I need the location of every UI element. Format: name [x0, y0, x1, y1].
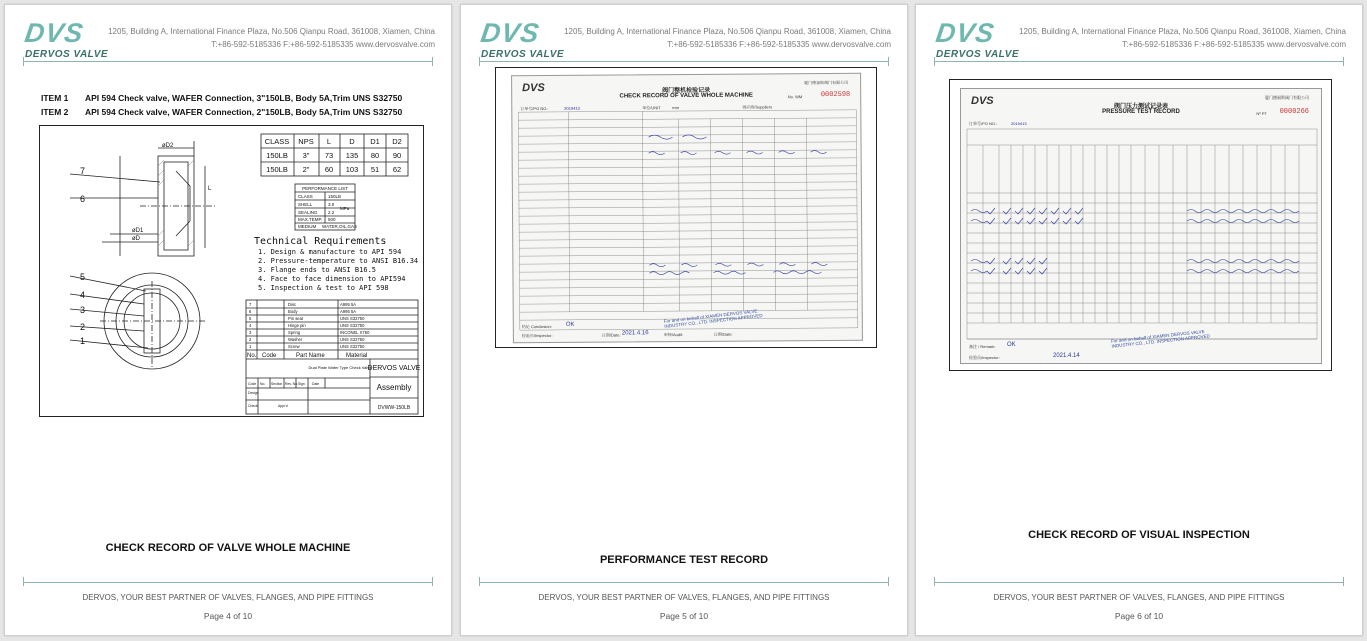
callout-number: 5: [80, 272, 86, 282]
dervos-logo: DVS DERVOS VALVE: [933, 18, 1020, 60]
dims-cell: 51: [370, 165, 380, 174]
record-title-cn: 阀门压力测试记录表: [1113, 104, 1168, 110]
part-material: A995 5A: [340, 309, 357, 314]
po-label: 订单号/PO NO.:: [969, 121, 998, 126]
valve-assembly-drawing: [39, 125, 424, 417]
part-name: Pin seat: [288, 316, 304, 321]
header-address: 1205, Building A, International Finance Plaza, No.506 Qianpu Road, 361008, Xiamen, China: [108, 27, 435, 36]
header-address: 1205, Building A, International Finance Plaza, No.506 Qianpu Road, 361008, Xiamen, China: [1019, 27, 1346, 36]
dims-header: CLASS: [264, 137, 290, 146]
part-material: A995 5A: [340, 302, 357, 307]
title-block-sheet: Assembly: [376, 383, 412, 392]
title-block-code: DVWW-150LB: [377, 405, 411, 411]
title-block-row: Check: [248, 404, 258, 408]
record-title-cn: 阀门整机检验记录: [662, 87, 711, 95]
header-divider: [23, 61, 433, 63]
part-material: INCONEL X750: [340, 330, 370, 335]
dervos-logo: DVS DERVOS VALVE: [22, 18, 109, 60]
dims-cell: 2": [302, 165, 310, 174]
part-no: 7: [249, 302, 252, 307]
date-label: 日期/Date:: [713, 331, 733, 337]
title-block-name: Dual Plate Wafer Type Check Valve: [308, 365, 372, 370]
part-no: 1: [249, 344, 252, 349]
record-grid: [512, 74, 864, 344]
title-block-col: Rev. No.: [285, 382, 298, 386]
requirement-line: 3. Flange ends to ANSI B16.5: [258, 266, 377, 274]
pressure-test-photo: [949, 79, 1332, 371]
footer-divider: [934, 582, 1344, 583]
requirement-line: 1. Design & manufacture to API 594: [258, 248, 402, 256]
dims-header: D2: [392, 137, 402, 146]
callout-number: 1: [80, 336, 86, 346]
dims-cell: 150LB: [266, 151, 288, 160]
page-caption: PERFORMANCE TEST RECORD: [599, 554, 769, 566]
record-title-en: PRESSURE TEST RECORD: [1102, 109, 1180, 115]
dims-header: NPS: [298, 137, 314, 146]
header-divider: [934, 61, 1344, 63]
date-value: 2021.4.14: [1053, 353, 1080, 359]
header-contact: T:+86-592-5185336 F:+86-592-5185335 www.dervosvalve.com: [1122, 40, 1346, 49]
dimension-label: øD2: [162, 143, 174, 149]
part-name: Spring: [288, 330, 301, 335]
record-company: 厦门德福斯阀门有限公司: [1265, 95, 1309, 100]
record-logo: DVS: [971, 95, 994, 107]
part-no: 3: [249, 330, 252, 335]
footer-divider: [479, 582, 889, 583]
record-title-en: CHECK RECORD OF VALVE WHOLE MACHINE: [619, 92, 753, 100]
part-name: Body: [288, 309, 298, 314]
perf-value: WATER,OIL,GAS: [322, 224, 358, 229]
footer-slogan: DERVOS, YOUR BEST PARTNER OF VALVES, FLANGES, AND PIPE FITTINGS: [538, 593, 830, 602]
perf-value: 500: [328, 217, 336, 222]
date-label: 日期/Date:: [601, 332, 621, 338]
part-name: Washer: [288, 337, 303, 342]
dimension-label: øD: [132, 236, 140, 242]
title-block-col: Sign: [298, 382, 305, 386]
page-number: Page 6 of 10: [1114, 611, 1164, 621]
header-contact: T:+86-592-5185336 F:+86-592-5185335 www.dervosvalve.com: [667, 40, 891, 49]
footer-slogan: DERVOS, YOUR BEST PARTNER OF VALVES, FLANGES, AND PIPE FITTINGS: [993, 593, 1285, 602]
record-no: 0000266: [1279, 108, 1309, 116]
perf-label: SHELL: [298, 202, 313, 207]
part-material: UNS S32750: [340, 323, 365, 328]
conclusion-value: OK: [565, 321, 575, 328]
document-page-6: [915, 4, 1363, 636]
page-caption: CHECK RECORD OF VALVE WHOLE MACHINE: [105, 542, 351, 554]
page-caption: CHECK RECORD OF VISUAL INSPECTION: [1028, 529, 1250, 541]
assembly-drawing-svg: [40, 126, 424, 417]
requirement-line: 4. Face to face dimension to API594: [258, 275, 406, 283]
record-logo: DVS: [522, 81, 545, 95]
perf-label: MEDIUM: [298, 224, 317, 229]
po-label: 订单号/PO NO.:: [520, 105, 549, 112]
item-line: ITEM 2 API 594 Check valve, WAFER Connection, 2"150LB, Body 5A,Trim UNS S32750: [41, 107, 403, 117]
dims-cell: 90: [392, 151, 402, 160]
perf-value: 3.0: [328, 202, 335, 207]
po-value: 2019413: [1011, 121, 1027, 126]
part-material: UNS S32750: [340, 344, 365, 349]
part-no: 4: [249, 323, 252, 328]
item-line: ITEM 1 API 594 Check valve, WAFER Connection, 3"150LB, Body 5A,Trim UNS S32750: [41, 93, 403, 103]
part-name: Screw: [288, 344, 300, 349]
header-address: 1205, Building A, International Finance Plaza, No.506 Qianpu Road, 361008, Xiamen, China: [564, 27, 891, 36]
part-material: UNS S32750: [340, 316, 365, 321]
inspection-stamp: For and on behalf of XIAMEN DERVOS VALVE INDUSTRY CO., LTD. INSPECTION APPROVED: [1110, 328, 1211, 349]
callout-number: 3: [80, 305, 86, 315]
part-no: 2: [249, 337, 252, 342]
conclusion-label: 结论 Conclusion:: [521, 323, 552, 330]
audit-label: 审核/Audit:: [663, 332, 684, 338]
unit-value: mm: [672, 105, 679, 111]
requirement-line: 2. Pressure-temperature to ANSI B16.34: [258, 257, 419, 265]
remark-value: OK: [1007, 342, 1016, 348]
perf-title: PERFORMANCE LIST: [302, 186, 348, 191]
dims-header: D1: [370, 137, 380, 146]
part-no: 6: [249, 309, 252, 314]
record-no-label: Nº PT: [1256, 111, 1267, 116]
date-value: 2021.4.16: [621, 330, 649, 337]
callout-number: 7: [80, 166, 86, 176]
perf-label: CLASS: [298, 194, 313, 199]
inspector-label: 检验员/Inspector:: [969, 355, 1000, 360]
title-block-row: Appr'd: [278, 404, 288, 408]
requirements-title: Technical Requirements: [254, 236, 387, 247]
title-block-col: Date: [312, 382, 320, 386]
document-page-5: [460, 4, 908, 636]
part-name: Hinge pin: [288, 323, 306, 328]
dims-cell: 62: [392, 165, 402, 174]
title-block-col: Section: [271, 382, 283, 386]
callout-number: 6: [80, 194, 86, 204]
supplier-label: 供应商/Suppliers: [742, 104, 773, 110]
dervos-logo: DVS DERVOS VALVE: [478, 18, 565, 60]
dims-cell: 3": [302, 151, 310, 160]
inspector-label: 检验员/Inspector:: [521, 332, 553, 339]
dimension-label: øD1: [132, 228, 144, 234]
record-grid: [961, 89, 1323, 365]
part-name: Disc: [288, 302, 297, 307]
part-material: UNS S32750: [340, 337, 365, 342]
item-list: [41, 91, 402, 119]
perf-value: 150LB: [328, 194, 342, 199]
check-record-photo: [495, 67, 877, 348]
document-page-4: [4, 4, 452, 636]
title-block-col: No.: [260, 382, 266, 386]
dims-header: L: [326, 137, 332, 146]
dims-cell: 103: [345, 165, 359, 174]
perf-label: MAX.TEMP.: [298, 217, 323, 222]
dims-header: D: [349, 137, 355, 146]
perf-unit: MPa: [340, 206, 350, 211]
perf-value: 2.2: [328, 210, 335, 215]
parts-header: Code: [262, 353, 277, 359]
dimension-label: L: [208, 186, 212, 192]
parts-header: No.: [247, 353, 257, 359]
requirement-line: 5. Inspection & test to API 598: [258, 284, 389, 292]
footer-slogan: DERVOS, YOUR BEST PARTNER OF VALVES, FLANGES, AND PIPE FITTINGS: [82, 593, 374, 602]
dims-cell: 150LB: [266, 165, 288, 174]
parts-header: Part Name: [296, 353, 325, 359]
record-company: 厦门德福斯阀门有限公司: [804, 79, 849, 86]
dims-cell: 73: [324, 151, 334, 160]
callout-number: 2: [80, 322, 86, 332]
title-block-company: DERVOS VALVE: [367, 365, 421, 372]
dims-cell: 135: [345, 151, 359, 160]
footer-divider: [23, 582, 433, 583]
po-value: 2019413: [564, 105, 580, 111]
record-sheet: [960, 88, 1322, 364]
title-block-row: Design: [248, 391, 259, 395]
record-no: 0002598: [820, 90, 851, 100]
header-contact: T:+86-592-5185336 F:+86-592-5185335 www.dervosvalve.com: [211, 40, 435, 49]
dims-cell: 80: [370, 151, 380, 160]
callout-number: 4: [80, 290, 86, 300]
header-divider: [479, 61, 889, 63]
dims-cell: 60: [324, 165, 334, 174]
record-no-label: No. WM: [787, 94, 803, 100]
page-number: Page 4 of 10: [203, 611, 253, 621]
perf-label: SEALING: [298, 210, 318, 215]
parts-header: Material: [346, 353, 368, 359]
part-no: 5: [249, 316, 252, 321]
title-block-col: Code: [248, 382, 257, 386]
unit-label: 单位/UNIT: [642, 105, 661, 111]
record-sheet: [511, 73, 863, 343]
page-number: Page 5 of 10: [659, 611, 709, 621]
inspection-stamp: For and on behalf of XIAMEN DERVOS VALVE INDUSTRY CO., LTD. INSPECTION APPROVED: [663, 308, 763, 329]
remark-label: 备注 / Remark:: [969, 344, 996, 349]
